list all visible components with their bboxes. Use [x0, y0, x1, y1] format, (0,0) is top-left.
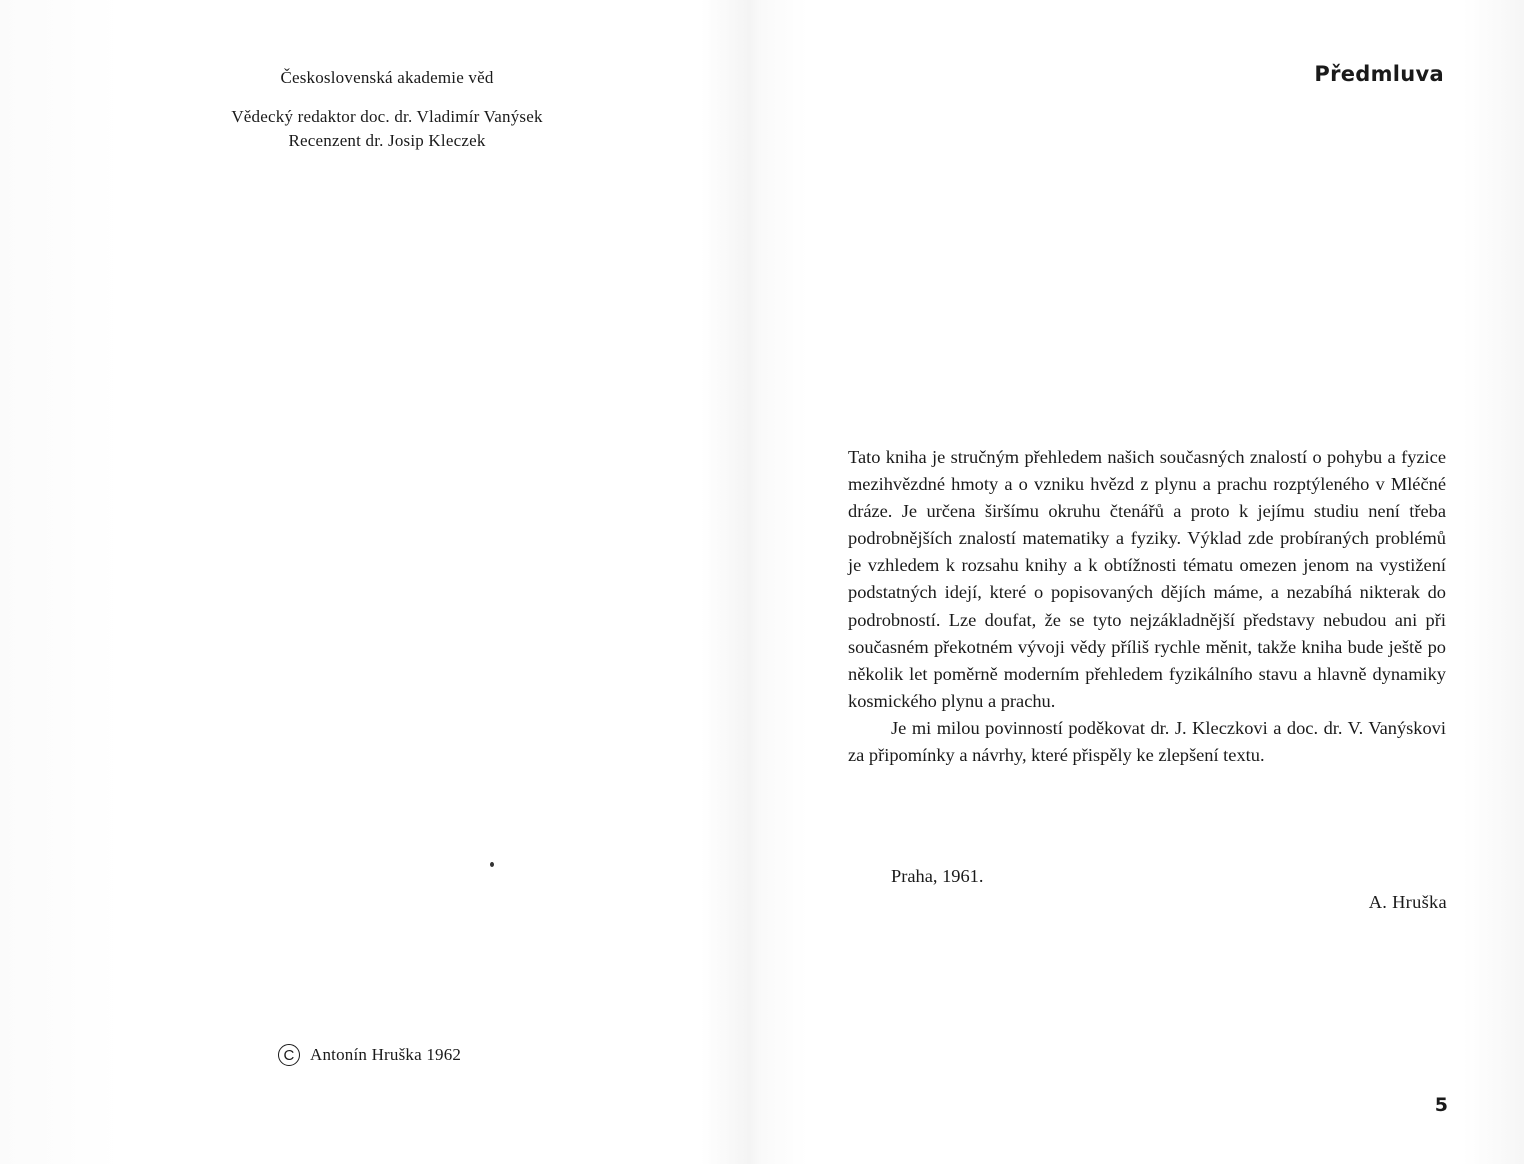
preface-paragraph: Tato kniha je stručným přehledem našich současných znalostí o pohybu a fyzice mezihvězdné hmoty a o vzniku hvězd z plynu a prachu rozptýleného v Mléčné dráze. Je určena širšímu okruhu čtenářů a proto k jejímu studiu není třeba podrobnějších znalostí matematiky a fyziky. Výklad zde probíraných problémů je vzhledem k rozsahu knihy a k obtížnosti tématu omezen jenom na vystižení podstatných idejí, které o popisovaných dějích máme, a nezabíhá nikterak do podrobností. Lze doufat, že se tyto nejzákladnější představy nebudou ani při současném překotném vývoji vědy příliš rychle měnit, takže kniha bude ještě po několik let poměrně moderním přehledem fyzikálního stavu a hlavně dynamiky kosmického plynu a prachu.	[848, 447, 1446, 711]
scientific-editor-line: Vědecký redaktor doc. dr. Vladimír Vanýsek	[231, 107, 543, 126]
copyright-text: Antonín Hruška 1962	[310, 1045, 462, 1064]
reviewer-line: Recenzent dr. Josip Kleczek	[288, 131, 486, 150]
credits-block	[110, 105, 664, 153]
author-signature: A. Hruška	[1368, 892, 1447, 912]
preface-body	[848, 444, 1446, 769]
right-page	[760, 0, 1524, 1164]
copyright-icon: C	[278, 1044, 300, 1066]
preface-paragraph: Je mi milou povinností poděkovat dr. J. Kleczkovi a doc. dr. V. Vanýskovi za připomínky a návrhy, které přispěly ke zlepšení textu.	[848, 717, 1446, 766]
copyright-notice	[278, 1044, 461, 1066]
place-date: Praha, 1961.	[891, 866, 984, 886]
page-number: 5	[1434, 1094, 1448, 1116]
left-page	[0, 0, 760, 1164]
chapter-title: Předmluva	[1314, 62, 1444, 86]
print-speck	[490, 862, 494, 867]
publisher-name: Československá akademie věd	[280, 68, 494, 87]
